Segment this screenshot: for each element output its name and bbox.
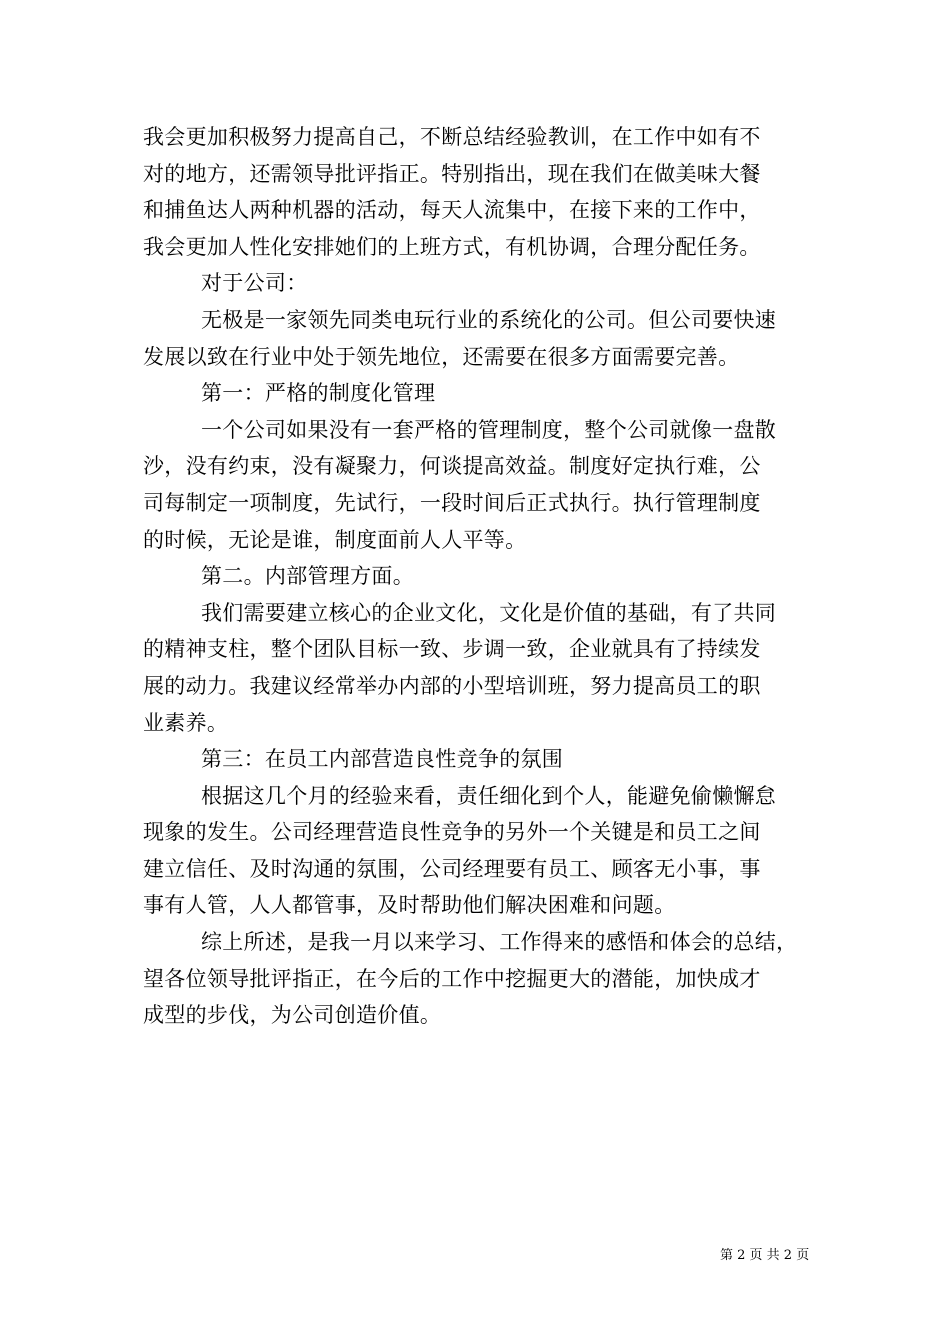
- paragraph-start: 综上所述，是我一月以来学习、工作得来的感悟和体会的总结，: [201, 930, 798, 955]
- section-heading: 第一：严格的制度化管理: [201, 381, 436, 406]
- section-heading: 第三：在员工内部营造良性竞争的氛围: [201, 747, 564, 772]
- text-line: 的时候，无论是谁，制度面前人人平等。: [143, 527, 527, 552]
- text-line: 建立信任、及时沟通的氛围，公司经理要有员工、顾客无小事，事: [143, 856, 761, 881]
- text-line: 事有人管，人人都管事，及时帮助他们解决困难和问题。: [143, 893, 676, 918]
- text-line: 和捕鱼达人两种机器的活动，每天人流集中，在接下来的工作中，: [143, 198, 761, 223]
- paragraph-start: 一个公司如果没有一套严格的管理制度，整个公司就像一盘散: [201, 417, 777, 442]
- text-line: 司每制定一项制度，先试行，一段时间后正式执行。执行管理制度: [143, 490, 761, 515]
- section-heading: 对于公司：: [201, 271, 308, 296]
- text-line: 业素养。: [143, 710, 229, 735]
- text-line: 的精神支柱，整个团队目标一致、步调一致，企业就具有了持续发: [143, 637, 761, 662]
- text-line: 展的动力。我建议经常举办内部的小型培训班，努力提高员工的职: [143, 673, 761, 698]
- paragraph-start: 无极是一家领先同类电玩行业的系统化的公司。但公司要快速: [201, 307, 777, 332]
- text-line: 望各位领导批评指正，在今后的工作中挖掘更大的潜能，加快成才: [143, 966, 761, 991]
- text-line: 沙，没有约束，没有凝聚力，何谈提高效益。制度好定执行难，公: [143, 454, 761, 479]
- text-line: 发展以致在行业中处于领先地位，还需要在很多方面需要完善。: [143, 344, 740, 369]
- paragraph-start: 我们需要建立核心的企业文化，文化是价值的基础，有了共同: [201, 600, 777, 625]
- text-line: 现象的发生。公司经理营造良性竞争的另外一个关键是和员工之间: [143, 820, 761, 845]
- text-line: 我会更加积极努力提高自己，不断总结经验教训，在工作中如有不: [143, 125, 761, 149]
- text-line: 对的地方，还需领导批评指正。特别指出，现在我们在做美味大餐: [143, 161, 761, 186]
- text-line: 我会更加人性化安排她们的上班方式，有机协调，合理分配任务。: [143, 234, 761, 259]
- document-body: [143, 119, 811, 1034]
- section-heading: 第二。内部管理方面。: [201, 564, 414, 589]
- page-number: 第 2 页 共 2 页: [720, 1248, 810, 1263]
- text-line: 成型的步伐，为公司创造价值。: [143, 1003, 442, 1028]
- paragraph-start: 根据这几个月的经验来看，责任细化到个人，能避免偷懒懈怠: [201, 783, 777, 808]
